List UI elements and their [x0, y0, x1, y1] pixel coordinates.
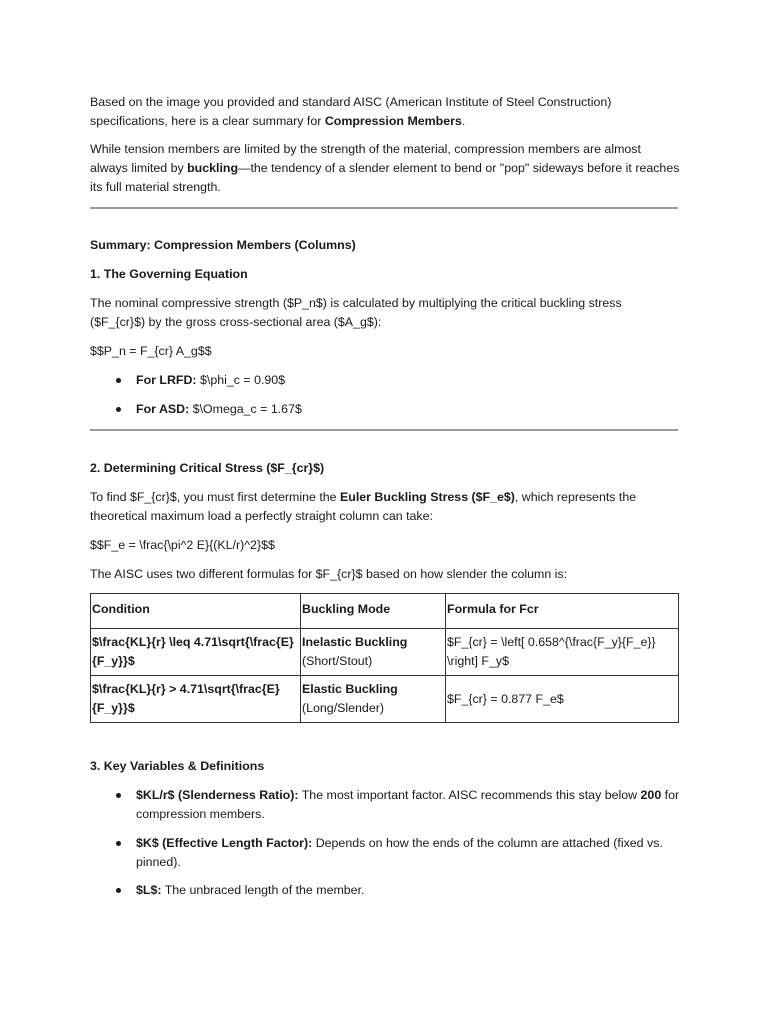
asd-bullet: [136, 400, 680, 419]
critical-stress-table: [90, 593, 679, 723]
table-intro: The AISC uses two different formulas for $F_{cr}$ based on how slender the column is:: [90, 567, 568, 581]
mode-cell: [301, 629, 446, 676]
section2-text-end: , which represents the theoretical maximum load a perfectly straight column can take:: [90, 490, 637, 523]
bullet-bold-value: 200: [640, 788, 662, 802]
section2-paragraph: [90, 488, 680, 526]
mode-cell: [301, 676, 446, 723]
mode-label: Inelastic Buckling: [302, 635, 408, 649]
bullet-dot: [116, 841, 121, 846]
bullet-text: Depends on how the ends of the column are attached (fixed vs. pinned).: [136, 836, 663, 869]
table-header-cell: Formula for Fcr: [446, 594, 679, 629]
bullet-dot: [116, 378, 121, 383]
bullet-text: $\phi_c = 0.90$: [196, 373, 286, 387]
bullet-dot: [116, 793, 121, 798]
bullet-text-end: for compression members.: [136, 788, 680, 821]
unbraced-length-bullet: [136, 881, 680, 900]
condition-cell: $\frac{KL}{r} \leq 4.71\sqrt{\frac{E}{F_y}}$: [91, 629, 301, 676]
intro-text-end: .: [461, 114, 466, 128]
mode-sublabel: (Long/Slender): [302, 701, 384, 715]
table-header-row: [91, 594, 679, 629]
bullet-dot: [116, 888, 121, 893]
euler-bold-term: Euler Buckling Stress ($F_e$): [340, 490, 515, 504]
buckling-text: While tension members are limited by the strength of the material, compression members are almost always limited by: [90, 142, 641, 175]
bullet-label: $L$:: [136, 883, 162, 897]
buckling-paragraph: [90, 140, 680, 197]
section1-heading: 1. The Governing Equation: [90, 267, 248, 281]
bullet-dot: [116, 407, 121, 412]
formula-cell: $F_{cr} = \left[ 0.658^{\frac{F_y}{F_e}} \right] F_y$: [446, 629, 679, 676]
bullet-text: $\Omega_c = 1.67$: [189, 402, 302, 416]
bullet-label: For LRFD:: [136, 373, 197, 387]
table-row: [91, 629, 679, 676]
buckling-bold-term: buckling: [187, 161, 239, 175]
slenderness-bullet: [136, 786, 680, 824]
mode-label: Elastic Buckling: [302, 682, 398, 696]
mode-sublabel: (Short/Stout): [302, 654, 373, 668]
table-header-cell: Buckling Mode: [301, 594, 446, 629]
bullet-label: $KL/r$ (Slenderness Ratio):: [136, 788, 299, 802]
bullet-text: The most important factor. AISC recommends this stay below: [298, 788, 641, 802]
section1-paragraph: The nominal compressive strength ($P_n$) is calculated by multiplying the critical buckling stress ($F_{cr}$) by the gross cross-sectional area ($A_g$):: [90, 296, 622, 329]
bullet-label: For ASD:: [136, 402, 190, 416]
table-header-cell: Condition: [91, 594, 301, 629]
formula-cell: $F_{cr} = 0.877 F_e$: [446, 676, 679, 723]
bullet-label: $K$ (Effective Length Factor):: [136, 836, 313, 850]
effective-length-bullet: [136, 834, 680, 872]
nominal-strength-equation: $$P_n = F_{cr} A_g$$: [90, 344, 212, 358]
intro-text: Based on the image you provided and standard AISC (American Institute of Steel Construction) specifications, here is a clear summary for: [90, 95, 612, 128]
summary-title: Summary: Compression Members (Columns): [90, 238, 356, 252]
condition-cell: $\frac{KL}{r} > 4.71\sqrt{\frac{E}{F_y}}$: [91, 676, 301, 723]
lrfd-bullet: [136, 371, 680, 390]
section3-heading: 3. Key Variables & Definitions: [90, 759, 265, 773]
section-divider: [90, 429, 678, 431]
section2-text: To find $F_{cr}$, you must first determine the: [90, 490, 340, 504]
intro-bold-term: Compression Members: [324, 114, 462, 128]
table-row: [91, 676, 679, 723]
section2-heading: 2. Determining Critical Stress ($F_{cr}$): [90, 461, 325, 475]
bullet-text: The unbraced length of the member.: [161, 883, 365, 897]
intro-paragraph: [90, 93, 680, 131]
euler-equation: $$F_e = \frac{\pi^2 E}{(KL/r)^2}$$: [90, 538, 275, 552]
buckling-text-end: —the tendency of a slender element to bend or "pop" sideways before it reaches its full material strength.: [90, 161, 680, 194]
section-divider: [90, 207, 678, 209]
